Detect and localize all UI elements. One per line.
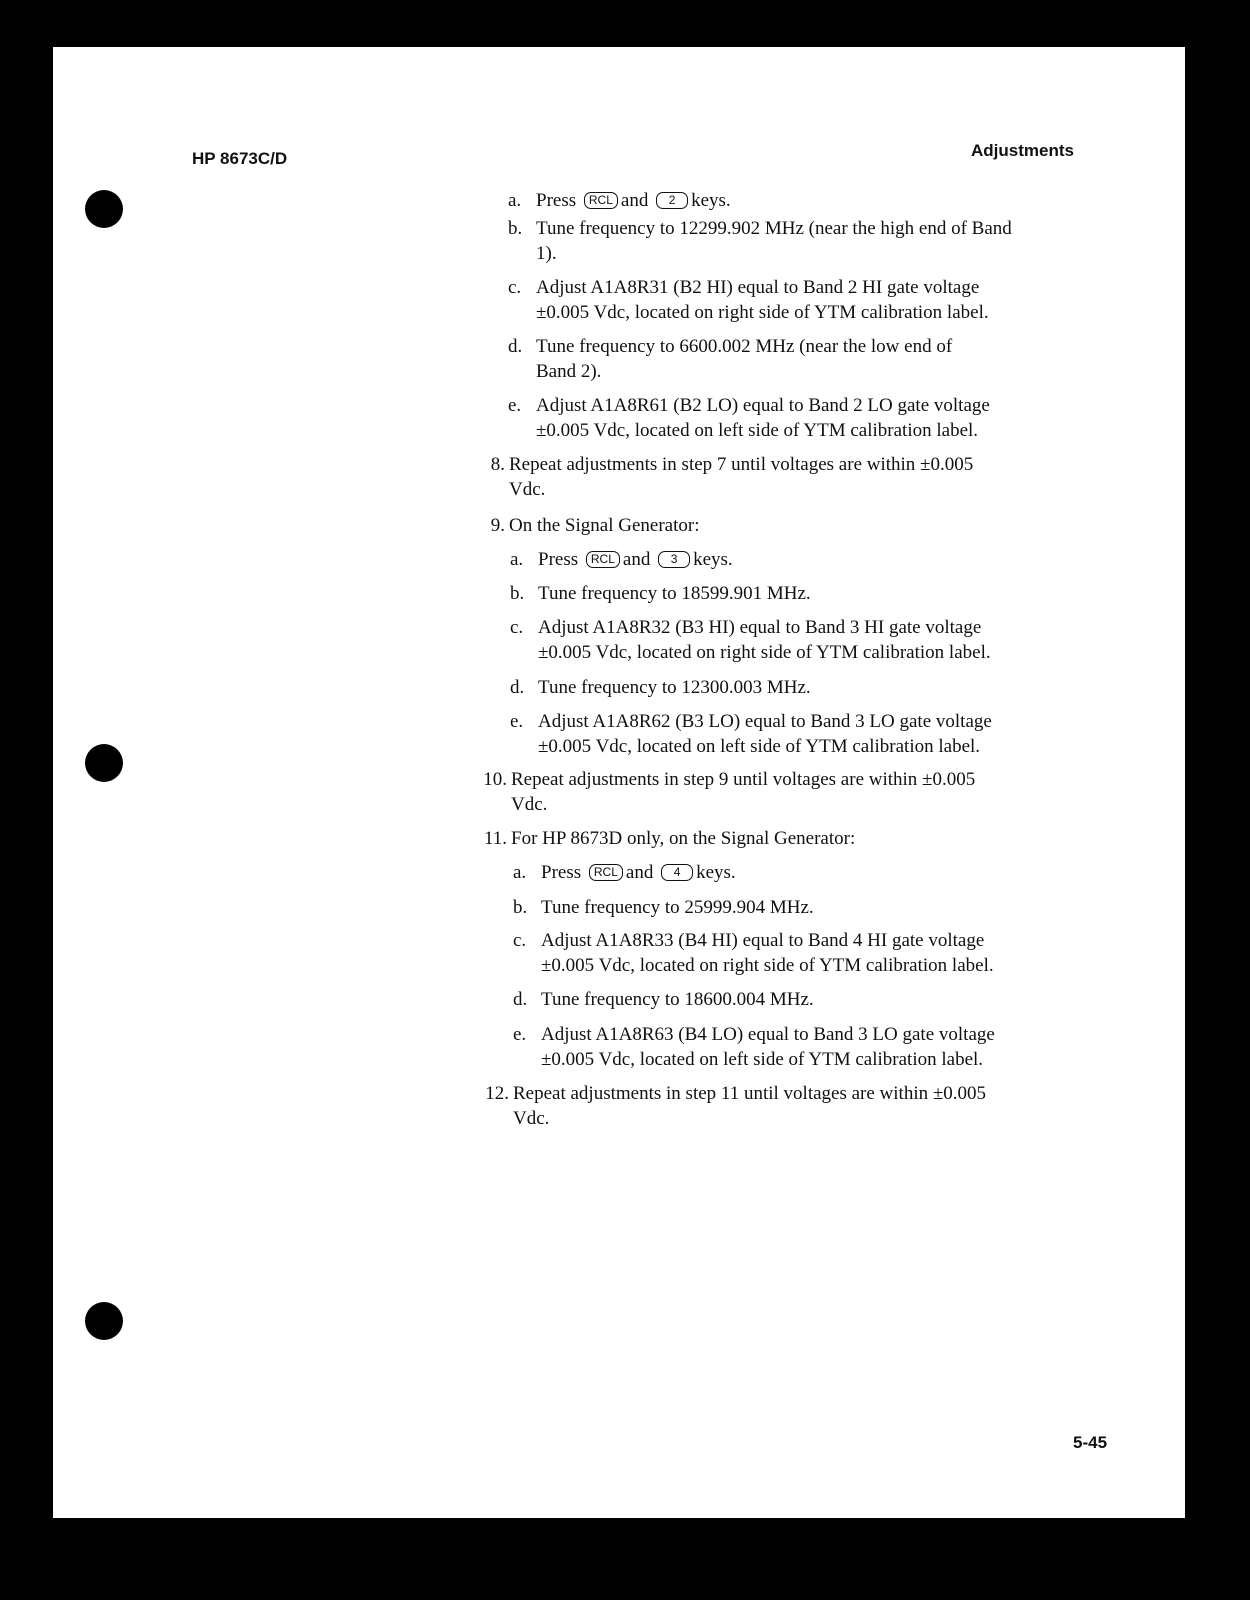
step8: 8. Repeat adjustments in step 7 until voltages are within ±0.005	[490, 454, 974, 475]
rcl-key-icon: RCL	[589, 864, 623, 881]
page-number: 5-45	[1073, 1433, 1108, 1452]
step11-c: c. Adjust A1A8R33 (B4 HI) equal to Band 4 HI gate voltage	[513, 930, 985, 951]
step7-e: e. Adjust A1A8R61 (B2 LO) equal to Band 2 LO gate voltage	[508, 395, 990, 416]
key-4-icon: 4	[661, 864, 693, 881]
step11-a: a. Press RCL and 4 keys.	[513, 862, 736, 883]
step7-b: b. Tune frequency to 12299.902 MHz (near the high end of Band	[508, 218, 1012, 239]
step11-c-cont: ±0.005 Vdc, located on right side of YTM calibration label.	[541, 955, 994, 976]
rcl-key-icon: RCL	[586, 551, 620, 568]
key-2-icon: 2	[656, 192, 688, 209]
step9-e-cont: ±0.005 Vdc, located on left side of YTM calibration label.	[538, 736, 981, 757]
step7-a: a. Press RCL and 2 keys.	[508, 190, 731, 211]
step7-e-cont: ±0.005 Vdc, located on left side of YTM calibration label.	[536, 420, 979, 441]
header-model: HP 8673C/D	[192, 149, 288, 168]
step11: 11. For HP 8673D only, on the Signal Generator:	[483, 828, 856, 849]
step11-e-cont: ±0.005 Vdc, located on left side of YTM calibration label.	[541, 1049, 984, 1070]
step12: 12. Repeat adjustments in step 11 until voltages are within ±0.005	[485, 1083, 987, 1104]
step7-b-cont: 1).	[536, 243, 557, 264]
punch-hole	[85, 1302, 123, 1340]
step9: 9. On the Signal Generator:	[490, 515, 700, 536]
step11-b: b. Tune frequency to 25999.904 MHz.	[513, 897, 814, 918]
step9-a: a. Press RCL and 3 keys.	[510, 549, 733, 570]
step9-b: b. Tune frequency to 18599.901 MHz.	[510, 583, 811, 604]
step10: 10. Repeat adjustments in step 9 until voltages are within ±0.005	[483, 769, 976, 790]
step7-c: c. Adjust A1A8R31 (B2 HI) equal to Band 2 HI gate voltage	[508, 277, 980, 298]
step7-d-cont: Band 2).	[536, 361, 602, 382]
document-page	[53, 47, 1185, 1518]
step10-cont: Vdc.	[511, 794, 548, 815]
step9-c: c. Adjust A1A8R32 (B3 HI) equal to Band 3 HI gate voltage	[510, 617, 982, 638]
key-3-icon: 3	[658, 551, 690, 568]
item-label: a.	[508, 190, 522, 211]
step9-c-cont: ±0.005 Vdc, located on right side of YTM calibration label.	[538, 642, 991, 663]
step7-d: d. Tune frequency to 6600.002 MHz (near the low end of	[508, 336, 953, 357]
step11-d: d. Tune frequency to 18600.004 MHz.	[513, 989, 814, 1010]
step11-e: e. Adjust A1A8R63 (B4 LO) equal to Band 3 LO gate voltage	[513, 1024, 995, 1045]
step9-d: d. Tune frequency to 12300.003 MHz.	[510, 677, 811, 698]
punch-hole	[85, 190, 123, 228]
rcl-key-icon: RCL	[584, 192, 618, 209]
step9-e: e. Adjust A1A8R62 (B3 LO) equal to Band 3 LO gate voltage	[510, 711, 992, 732]
step12-cont: Vdc.	[513, 1108, 550, 1129]
step7-c-cont: ±0.005 Vdc, located on right side of YTM calibration label.	[536, 302, 989, 323]
header-section: Adjustments	[971, 141, 1074, 160]
punch-hole	[85, 744, 123, 782]
step8-cont: Vdc.	[509, 479, 546, 500]
